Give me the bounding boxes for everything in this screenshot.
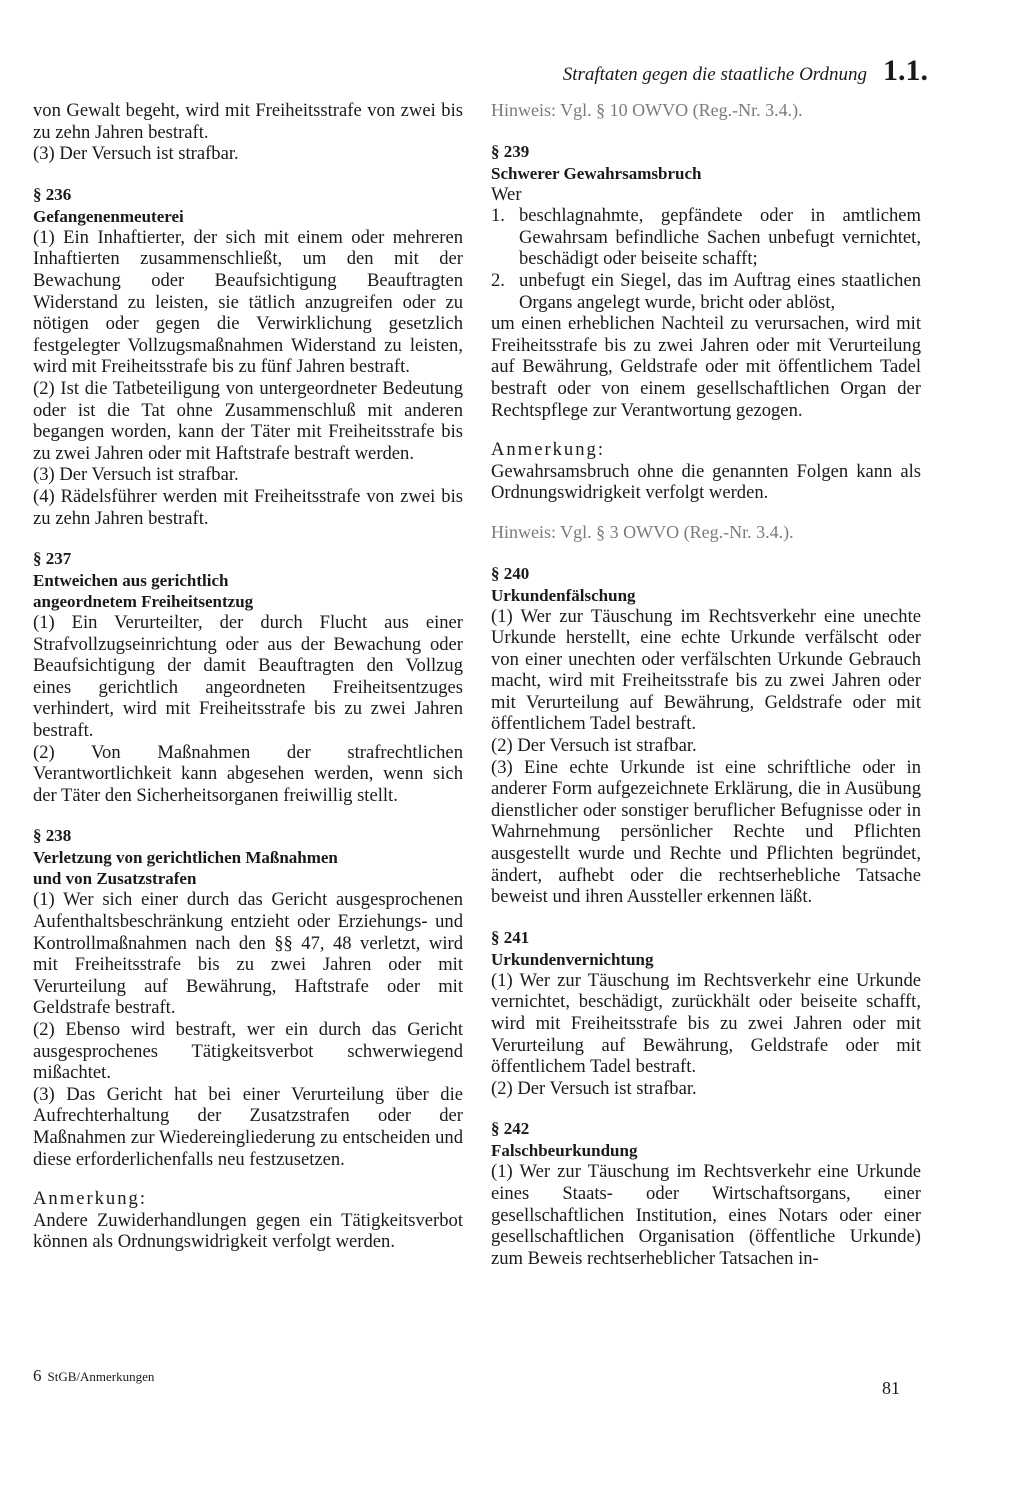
list-text: beschlagnahmte, gepfändete oder in amtlichem Gewahrsam befindliche Sachen unbefugt vernichtet, beschädigt oder beiseite schafft; (519, 205, 921, 270)
list-number: 2. (491, 269, 505, 291)
list-number: 1. (491, 205, 505, 227)
section-241 (491, 927, 921, 1100)
list-item (491, 205, 921, 270)
paragraph: (2) Der Versuch ist strafbar. (491, 735, 697, 757)
list-text: unbefugt ein Siegel, das im Auftrag eines staatlichen Organs angelegt wurde, bricht oder ablöst, (519, 269, 921, 313)
right-column (491, 100, 921, 1269)
list-item (491, 270, 921, 313)
signature-number: 6 (33, 1366, 42, 1385)
paragraph: (2) Der Versuch ist strafbar. (491, 1077, 697, 1099)
section-number: § 236 (33, 184, 72, 204)
chapter-number: 1.1. (883, 54, 928, 87)
section-242 (491, 1118, 921, 1269)
paragraph: (2) Ebenso wird bestraft, wer ein durch das Gericht ausgesprochenes Tätigkeitsverbot schwerwiegend mißachtet. (33, 1019, 463, 1084)
paragraph: Wer (491, 183, 522, 205)
paragraph: (1) Wer sich einer durch das Gericht ausgesprochenen Aufenthaltsbeschränkung entzieht oder Erziehungs- und Kontrollmaßnahmen nach den §§ 47, 48 verletzt, wird mit Freiheitsstrafe bis zu zwei Jahren oder mit Verurteilung auf Bewährung, Haftstrafe oder mit Geldstrafe bestraft. (33, 889, 463, 1019)
section-title-line-2: angeordnetem Freiheitsentzug (33, 592, 254, 612)
page-number: 81 (882, 1378, 900, 1398)
section-number: § 241 (491, 927, 530, 947)
paragraph: (3) Das Gericht hat bei einer Verurteilung über die Aufrechterhaltung der Zusatzstrafen oder der Maßnahmen zur Wiedereingliederung zu entscheiden und diese erforderlichenfalls neu festzusetzen. (33, 1083, 463, 1170)
header-title: Straftaten gegen die staatliche Ordnung (562, 64, 867, 85)
annotation-text: Gewahrsamsbruch ohne die genannten Folgen kann als Ordnungswidrigkeit verfolgt werden. (491, 460, 921, 504)
section-number: § 240 (491, 563, 530, 583)
section-title-line-1: Verletzung von gerichtlichen Maßnahmen (33, 848, 338, 868)
paragraph: (4) Rädelsführer werden mit Freiheitsstrafe von zwei bis zu zehn Jahren bestraft. (33, 485, 463, 529)
section-title: Urkundenvernichtung (491, 949, 654, 969)
paragraph: (1) Wer zur Täuschung im Rechtsverkehr eine Urkunde eines Staats- oder Wirtschaftsorgans, einer gesellschaftlichen Institution, eines Notars oder einer gesellschaftlichen Organisation (öffentliche Urkunde) zum Beweis rechtserheblicher Tatsachen in- (491, 1161, 921, 1269)
annotation-label: Anmerkung: (33, 1188, 147, 1210)
section-240 (491, 563, 921, 908)
hint-text: Hinweis: Vgl. § 3 OWVO (Reg.-Nr. 3.4.). (491, 521, 794, 542)
section-number: § 239 (491, 141, 530, 161)
paragraph: (1) Ein Verurteilter, der durch Flucht aus einer Strafvollzugseinrichtung oder aus der Bewachung oder Beaufsichtigung der damit Beauftragten den Vollzug eines gerichtlich angeordneten Freiheitsentzuges verhindert, wird mit Freiheitsstrafe bis zu zwei Jahren bestraft. (33, 612, 463, 742)
paragraph: (3) Eine echte Urkunde ist eine schriftliche oder in anderer Form aufgezeichnete Erklärung, die in Ausübung dienstlicher oder sonstiger beruflicher Befugnisse oder in Wahrnehmung persönlicher Rechte und Pflichten ausgestellt wurde und Rechte und Pflichten begründet, ändert, aufhebt oder die rechtserhebliche Tatsache beweist und ihren Aussteller erkennen läßt. (491, 756, 921, 908)
section-239 (491, 141, 921, 544)
paragraph: (1) Ein Inhaftierter, der sich mit einem oder mehreren Inhaftierten zusammenschließt, um den mit der Bewachung oder Beaufsichtigung Beauftragten Widerstand zu leisten, sie tätlich anzugreifen oder zu nötigen oder gegen die Verwirklichung gesetzlich festgelegter Vollzugsmaßnahmen Widerstand zu leisten, wird mit Freiheitsstrafe bis zu fünf Jahren bestraft. (33, 226, 463, 378)
paragraph: (1) Wer zur Täuschung im Rechtsverkehr eine Urkunde vernichtet, beschädigt, zurückhält oder beiseite schafft, wird mit Freiheitsstrafe bis zu zwei Jahren oder mit Verurteilung auf Bewährung, Geldstrafe oder mit öffentlichem Tadel bestraft. (491, 969, 921, 1078)
intro-text: von Gewalt begeht, wird mit Freiheitsstrafe von zwei bis zu zehn Jahren bestraft. (33, 100, 463, 143)
section-title: Schwerer Gewahrsamsbruch (491, 163, 702, 183)
running-header (490, 54, 928, 88)
printer-signature (33, 1366, 154, 1386)
section-number: § 238 (33, 826, 72, 846)
left-column (33, 100, 463, 1253)
section-236 (33, 184, 463, 529)
signature-label: StGB/Anmerkungen (47, 1369, 155, 1384)
section-title: Urkundenfälschung (491, 585, 636, 605)
hint-text: Hinweis: Vgl. § 10 OWVO (Reg.-Nr. 3.4.). (491, 100, 803, 120)
section-238 (33, 825, 463, 1253)
section-237 (33, 548, 463, 806)
section-title: Falschbeurkundung (491, 1141, 638, 1161)
intro-paragraph-3: (3) Der Versuch ist strafbar. (33, 143, 239, 165)
section-title-line-2: und von Zusatzstrafen (33, 869, 197, 889)
section-number: § 237 (33, 549, 72, 569)
paragraph: (2) Ist die Tatbeteiligung von untergeordneter Bedeutung oder ist die Tat ohne Zusammenschluß mit anderen begangen worden, kann der Täter mit Freiheitsstrafe bis zu zwei Jahren oder mit Haftstrafe bestraft werden. (33, 377, 463, 464)
section-title: Gefangenenmeuterei (33, 206, 184, 226)
annotation-label: Anmerkung: (491, 439, 605, 461)
paragraph: (3) Der Versuch ist strafbar. (33, 464, 239, 486)
paragraph: (2) Von Maßnahmen der strafrechtlichen Verantwortlichkeit kann abgesehen werden, wenn sich der Täter den Sicherheitsorganen freiwillig stellt. (33, 741, 463, 806)
annotation-text: Andere Zuwiderhandlungen gegen ein Tätigkeitsverbot können als Ordnungswidrigkeit verfolgt werden. (33, 1209, 463, 1253)
paragraph: um einen erheblichen Nachteil zu verursachen, wird mit Freiheitsstrafe bis zu zwei Jahren oder mit Verurteilung auf Bewährung, Geldstrafe oder mit öffentlichem Tadel bestraft oder von einem gesellschaftlichen Organ der Rechtspflege zur Verantwortung gezogen. (491, 313, 921, 421)
section-title-line-1: Entweichen aus gerichtlich (33, 571, 229, 591)
paragraph: (1) Wer zur Täuschung im Rechtsverkehr eine unechte Urkunde herstellt, eine echte Urkunde verfälscht oder von einer unechten oder verfälschten Urkunde Gebrauch macht, wird mit Freiheitsstrafe bis zu zwei Jahren oder mit Verurteilung auf Bewährung, Geldstrafe oder mit öffentlichem Tadel bestraft. (491, 605, 921, 735)
section-number: § 242 (491, 1119, 530, 1139)
